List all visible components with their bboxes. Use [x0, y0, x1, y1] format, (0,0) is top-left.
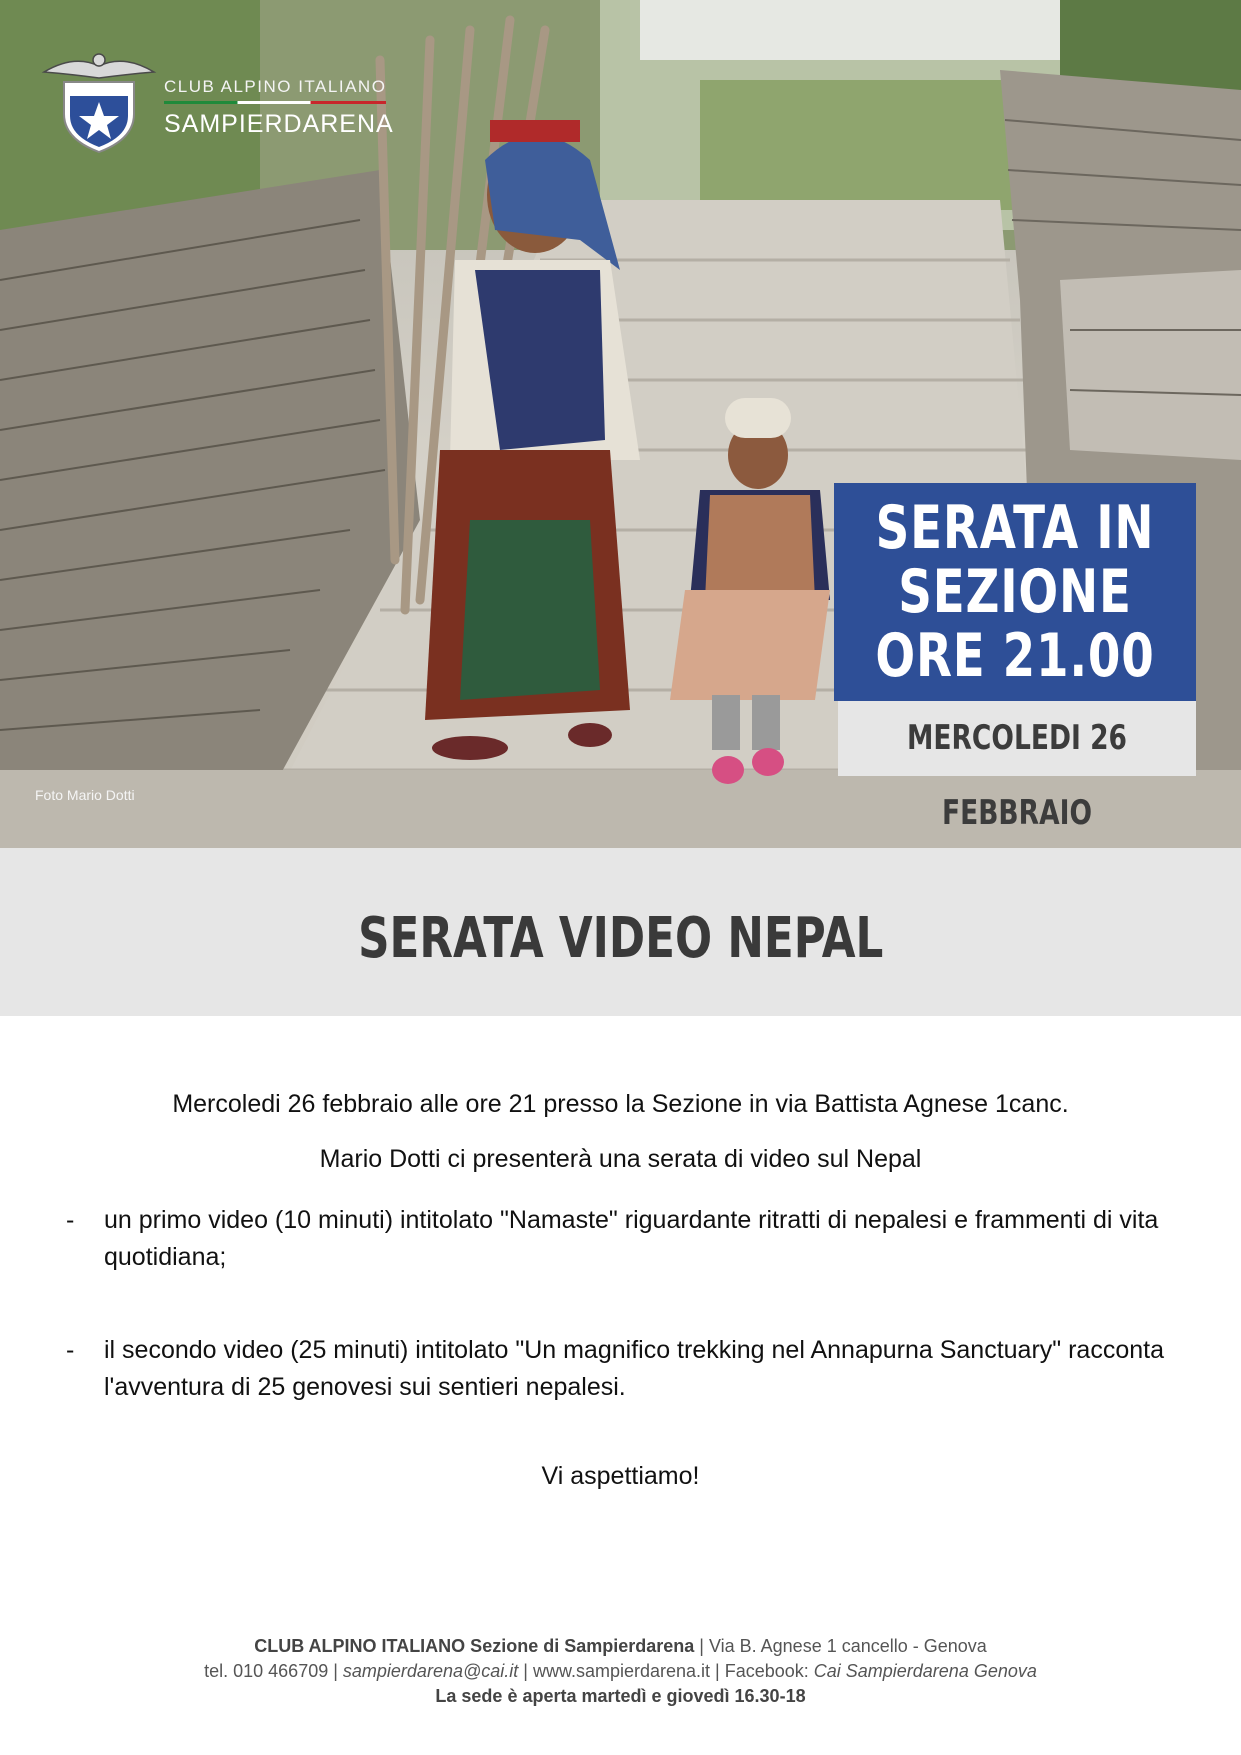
event-line-1: SERATA IN	[875, 493, 1155, 563]
footer-address: | Via B. Agnese 1 cancello - Genova	[694, 1636, 987, 1656]
bullet-marker: -	[66, 1206, 75, 1234]
footer-tel: tel. 010 466709 |	[204, 1661, 343, 1681]
event-date-box	[838, 701, 1196, 833]
eagle-shield-icon	[34, 44, 164, 154]
footer	[0, 1634, 1241, 1709]
event-line-2: SEZIONE	[898, 557, 1132, 627]
tricolor-divider	[164, 101, 386, 104]
page-title	[0, 906, 1241, 971]
event-line-3: ORE 21.00	[875, 621, 1155, 691]
page-title-text: SERATA VIDEO NEPAL	[357, 906, 884, 971]
logo-section-name: SAMPIERDARENA	[164, 110, 394, 138]
footer-line-3	[0, 1684, 1241, 1709]
list-item-text: il secondo video (25 minuti) intitolato "Un magnifico trekking nel Annapurna Sanctuary" racconta l'avventura di 25 genovesi sui sentieri nepalesi.	[104, 1336, 1164, 1401]
cai-logo[interactable]	[34, 44, 394, 154]
closing-line: Vi aspettiamo!	[541, 1462, 700, 1490]
footer-email-link[interactable]: sampierdarena@cai.it	[342, 1661, 519, 1681]
event-date: MERCOLEDI 26 FEBBRAIO	[907, 718, 1127, 833]
event-time-box	[834, 483, 1196, 701]
bullet-marker: -	[66, 1336, 75, 1364]
logo-org-name: CLUB ALPINO ITALIANO	[164, 77, 387, 96]
intro-paragraph: Mercoledi 26 febbraio alle ore 21 presso la Sezione in via Battista Agnese 1canc.	[172, 1090, 1069, 1118]
footer-hours: La sede è aperta martedì e giovedì 16.30-18	[435, 1686, 806, 1706]
footer-line-2	[0, 1659, 1241, 1684]
footer-line-1	[0, 1634, 1241, 1659]
photo-credit: Foto Mario Dotti	[35, 787, 135, 803]
list-item-text: un primo video (10 minuti) intitolato "Namaste" riguardante ritratti di nepalesi e frammenti di vita quotidiana;	[104, 1206, 1159, 1271]
footer-web[interactable]: | www.sampierdarena.it | Facebook:	[518, 1661, 814, 1681]
intro-paragraph-2: Mario Dotti ci presenterà una serata di video sul Nepal	[319, 1145, 922, 1173]
footer-org: CLUB ALPINO ITALIANO Sezione di Sampierdarena	[254, 1636, 695, 1656]
title-band	[0, 848, 1241, 1016]
footer-facebook-link[interactable]: Cai Sampierdarena Genova	[813, 1661, 1037, 1681]
